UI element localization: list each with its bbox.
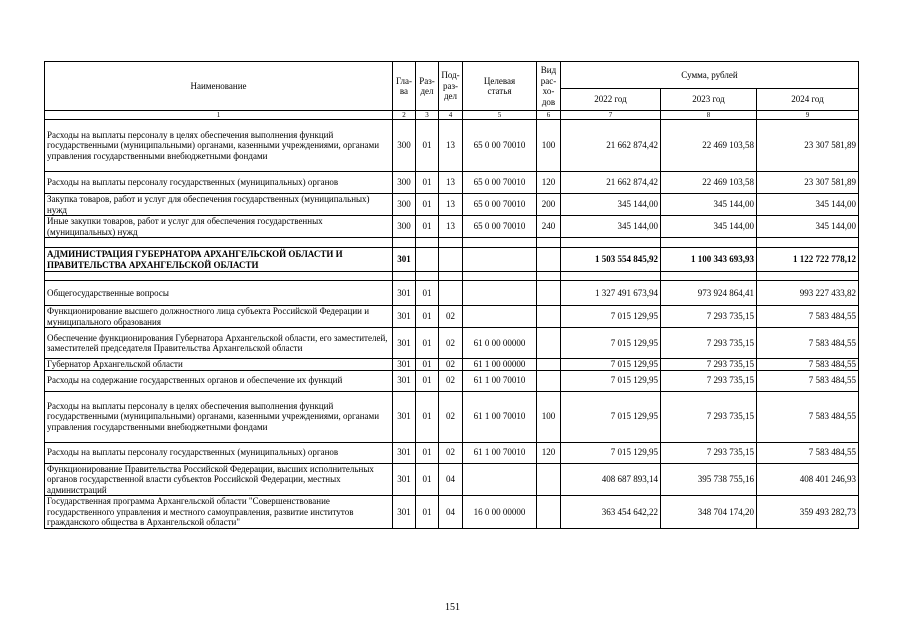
row-sum-2022: 7 015 129,95 [561,306,661,328]
row-vid-raskhodov [537,496,561,529]
row-sum-2024: 23 307 581,89 [757,172,859,194]
row-glava: 301 [393,328,416,359]
row-celevaya-statya: 61 0 00 00000 [463,328,537,359]
column-number-row [45,111,859,120]
empty-cell [561,272,661,281]
row-sum-2023: 7 293 735,15 [661,391,757,442]
row-vid-raskhodov: 120 [537,172,561,194]
row-glava: 301 [393,463,416,496]
empty-cell [561,238,661,248]
row-glava: 300 [393,172,416,194]
row-sum-2022: 408 687 893,14 [561,463,661,496]
empty-cell [537,238,561,248]
table-row [45,172,859,194]
row-sum-2024: 7 583 484,55 [757,370,859,391]
empty-cell [463,272,537,281]
row-glava: 300 [393,194,416,216]
row-sum-2024: 1 122 722 778,12 [757,248,859,272]
header-podrazdel: Под- раз- дел [439,62,463,111]
column-number: 1 [45,111,393,120]
empty-cell [393,272,416,281]
row-sum-2023: 7 293 735,15 [661,370,757,391]
row-name: Закупка товаров, работ и услуг для обеспечения государственных (муниципальных) нужд [45,194,393,216]
row-podrazdel: 02 [439,370,463,391]
empty-cell [416,238,439,248]
row-razdel: 01 [416,463,439,496]
table-row [45,248,859,272]
row-podrazdel: 13 [439,172,463,194]
row-celevaya-statya: 65 0 00 70010 [463,172,537,194]
row-sum-2024: 7 583 484,55 [757,328,859,359]
table-row [45,359,859,371]
row-sum-2022: 1 503 554 845,92 [561,248,661,272]
row-razdel: 01 [416,328,439,359]
row-razdel: 01 [416,496,439,529]
row-sum-2024: 7 583 484,55 [757,359,859,371]
row-glava: 301 [393,442,416,463]
row-sum-2024: 7 583 484,55 [757,306,859,328]
empty-cell [463,238,537,248]
header-row [45,62,859,89]
row-name: АДМИНИСТРАЦИЯ ГУБЕРНАТОРА АРХАНГЕЛЬСКОЙ ОБЛАСТИ И ПРАВИТЕЛЬСТВА АРХАНГЕЛЬСКОЙ ОБЛАСТИ [45,248,393,272]
row-sum-2022: 1 327 491 673,94 [561,281,661,306]
empty-cell [439,238,463,248]
row-podrazdel [439,248,463,272]
row-sum-2024: 408 401 246,93 [757,463,859,496]
header-summa: Сумма, рублей [561,62,859,89]
header-year-2022: 2022 год [561,89,661,111]
row-sum-2022: 21 662 874,42 [561,172,661,194]
empty-cell [393,238,416,248]
row-sum-2022: 7 015 129,95 [561,391,661,442]
row-vid-raskhodov [537,281,561,306]
empty-cell [757,238,859,248]
row-glava: 301 [393,359,416,371]
column-number: 7 [561,111,661,120]
table-row [45,328,859,359]
row-razdel: 01 [416,216,439,238]
column-number: 9 [757,111,859,120]
row-sum-2022: 345 144,00 [561,194,661,216]
row-celevaya-statya [463,281,537,306]
column-number: 4 [439,111,463,120]
row-razdel: 01 [416,359,439,371]
row-sum-2022: 7 015 129,95 [561,359,661,371]
row-celevaya-statya [463,248,537,272]
row-vid-raskhodov [537,463,561,496]
row-vid-raskhodov [537,359,561,371]
row-sum-2022: 363 454 642,22 [561,496,661,529]
row-sum-2023: 1 100 343 693,93 [661,248,757,272]
empty-cell [439,272,463,281]
column-number: 3 [416,111,439,120]
row-sum-2024: 345 144,00 [757,194,859,216]
row-celevaya-statya: 61 1 00 00000 [463,359,537,371]
empty-cell [537,272,561,281]
row-sum-2023: 7 293 735,15 [661,442,757,463]
row-vid-raskhodov [537,328,561,359]
empty-cell [45,272,393,281]
empty-cell [45,238,393,248]
row-vid-raskhodov: 240 [537,216,561,238]
row-sum-2023: 973 924 864,41 [661,281,757,306]
row-vid-raskhodov: 100 [537,391,561,442]
header-celevaya-statya: Целевая статья [463,62,537,111]
row-sum-2024: 7 583 484,55 [757,442,859,463]
row-sum-2024: 23 307 581,89 [757,120,859,172]
row-sum-2023: 7 293 735,15 [661,328,757,359]
row-glava: 301 [393,281,416,306]
row-name: Общегосударственные вопросы [45,281,393,306]
page-number: 151 [445,602,460,613]
column-number: 8 [661,111,757,120]
row-sum-2022: 7 015 129,95 [561,328,661,359]
row-vid-raskhodov [537,370,561,391]
row-sum-2023: 345 144,00 [661,216,757,238]
column-number: 5 [463,111,537,120]
row-celevaya-statya [463,306,537,328]
row-sum-2023: 22 469 103,58 [661,120,757,172]
row-podrazdel: 02 [439,306,463,328]
table-row [45,120,859,172]
table-row [45,442,859,463]
row-name: Обеспечение функционирования Губернатора Архангельской области, его заместителей, заместителей председателя Правительства Архангельской области [45,328,393,359]
table-row [45,370,859,391]
row-podrazdel: 13 [439,216,463,238]
table-body [45,120,859,529]
table-row [45,391,859,442]
row-podrazdel: 02 [439,359,463,371]
spacer-row [45,272,859,281]
row-razdel: 01 [416,306,439,328]
row-sum-2022: 345 144,00 [561,216,661,238]
row-sum-2023: 7 293 735,15 [661,359,757,371]
row-razdel: 01 [416,194,439,216]
row-vid-raskhodov [537,306,561,328]
header-glava: Гла- ва [393,62,416,111]
row-glava: 300 [393,120,416,172]
row-razdel: 01 [416,281,439,306]
column-number: 2 [393,111,416,120]
row-sum-2024: 993 227 433,82 [757,281,859,306]
empty-cell [661,272,757,281]
row-sum-2023: 395 738 755,16 [661,463,757,496]
row-sum-2023: 22 469 103,58 [661,172,757,194]
row-razdel: 01 [416,172,439,194]
row-razdel: 01 [416,442,439,463]
row-podrazdel: 13 [439,120,463,172]
header-year-2024: 2024 год [757,89,859,111]
row-name: Расходы на выплаты персоналу в целях обеспечения выполнения функций государственными (муниципальными) органами, казенными учреждениями, органами управления государственными внебюджетными фондами [45,391,393,442]
row-name: Расходы на выплаты персоналу государственных (муниципальных) органов [45,442,393,463]
row-sum-2022: 7 015 129,95 [561,370,661,391]
row-celevaya-statya: 61 1 00 70010 [463,391,537,442]
row-name: Расходы на содержание государственных органов и обеспечение их функций [45,370,393,391]
row-glava: 301 [393,248,416,272]
row-name: Расходы на выплаты персоналу в целях обеспечения выполнения функций государственными (муниципальными) органами, казенными учреждениями, органами управления государственными внебюджетными фондами [45,120,393,172]
row-celevaya-statya: 61 1 00 70010 [463,370,537,391]
row-sum-2022: 21 662 874,42 [561,120,661,172]
row-razdel: 01 [416,120,439,172]
row-podrazdel: 02 [439,328,463,359]
row-name: Функционирование Правительства Российской Федерации, высших исполнительных органов государственной власти субъектов Российской Федерации, местных администраций [45,463,393,496]
row-sum-2024: 345 144,00 [757,216,859,238]
table-row [45,281,859,306]
row-podrazdel: 02 [439,442,463,463]
header-razdel: Раз- дел [416,62,439,111]
row-name: Государственная программа Архангельской области "Совершенствование государственного управления и местного самоуправления, развитие институтов гражданского общества в Архангельской области" [45,496,393,529]
row-glava: 301 [393,496,416,529]
row-celevaya-statya: 16 0 00 00000 [463,496,537,529]
row-vid-raskhodov: 100 [537,120,561,172]
row-vid-raskhodov [537,248,561,272]
row-podrazdel: 04 [439,463,463,496]
row-razdel: 01 [416,391,439,442]
empty-cell [757,272,859,281]
row-sum-2023: 345 144,00 [661,194,757,216]
row-glava: 301 [393,391,416,442]
row-podrazdel: 04 [439,496,463,529]
row-glava: 301 [393,306,416,328]
table-row [45,216,859,238]
row-celevaya-statya [463,463,537,496]
row-celevaya-statya: 61 1 00 70010 [463,442,537,463]
spacer-row [45,238,859,248]
row-sum-2023: 348 704 174,20 [661,496,757,529]
empty-cell [416,272,439,281]
row-glava: 300 [393,216,416,238]
row-celevaya-statya: 65 0 00 70010 [463,194,537,216]
header-vid-raskhodov: Вид рас- хо- дов [537,62,561,111]
table-row [45,306,859,328]
row-razdel [416,248,439,272]
row-podrazdel: 13 [439,194,463,216]
budget-table [44,61,859,529]
row-celevaya-statya: 65 0 00 70010 [463,216,537,238]
header-year-2023: 2023 год [661,89,757,111]
row-podrazdel: 02 [439,391,463,442]
row-sum-2024: 359 493 282,73 [757,496,859,529]
table-row [45,496,859,529]
row-vid-raskhodov: 200 [537,194,561,216]
row-name: Функционирование высшего должностного лица субъекта Российской Федерации и муниципального образования [45,306,393,328]
table-row [45,463,859,496]
row-podrazdel [439,281,463,306]
header-name: Наименование [45,62,393,111]
empty-cell [661,238,757,248]
row-sum-2023: 7 293 735,15 [661,306,757,328]
table-row [45,194,859,216]
row-name: Губернатор Архангельской области [45,359,393,371]
row-celevaya-statya: 65 0 00 70010 [463,120,537,172]
column-number: 6 [537,111,561,120]
row-sum-2024: 7 583 484,55 [757,391,859,442]
row-sum-2022: 7 015 129,95 [561,442,661,463]
row-name: Иные закупки товаров, работ и услуг для обеспечения государственных (муниципальных) нужд [45,216,393,238]
row-glava: 301 [393,370,416,391]
row-razdel: 01 [416,370,439,391]
row-name: Расходы на выплаты персоналу государственных (муниципальных) органов [45,172,393,194]
row-vid-raskhodov: 120 [537,442,561,463]
